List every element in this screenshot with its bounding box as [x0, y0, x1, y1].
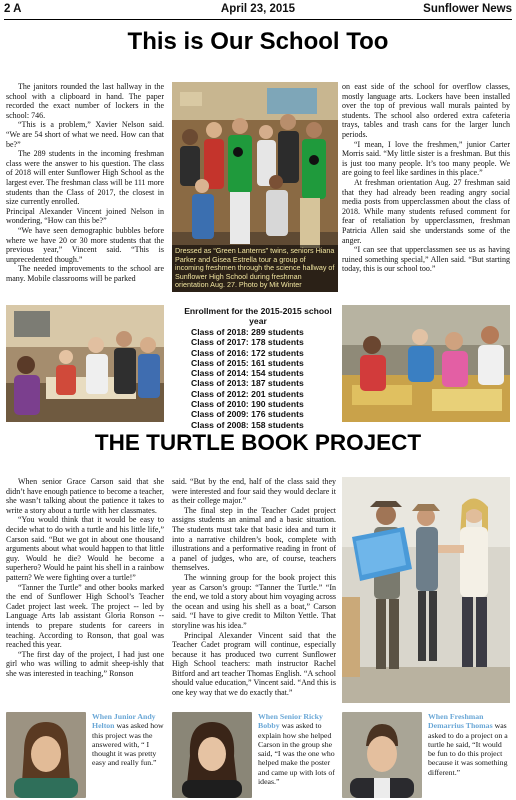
newspaper-name: Sunflower News [423, 3, 512, 15]
page-number: 2 A [4, 3, 22, 15]
paragraph: “You would think that it would be easy to decide what to do with a turtle and his little life,” Carson said. “But we got in about one thousand arguments about what would happen to that little guy. Would he die? Would he become a superhero? Would he paint his shell in a rainbow pattern? We were fighting over a turtle!” [6, 515, 164, 582]
enrollment-title: Enrollment for the 2015-2015 school year [184, 306, 332, 326]
paragraph: When senior Grace Carson said that she didn’t have enough patience to become a teacher, she wasn’t talking about the patience it takes to write a story about a turtle with her classmates. [6, 477, 164, 515]
paragraph: The needed improvements to the school are many. Mobile classrooms will be parked [6, 264, 164, 283]
enrollment-row: Class of 2017: 178 students [191, 337, 304, 348]
orientation-photo [172, 82, 338, 292]
story-headline: THE TURTLE BOOK PROJECT [94, 430, 422, 455]
quote-lead: When Freshman Demarrius Thomas [428, 712, 493, 731]
student-portrait-image [172, 712, 252, 798]
paragraph: “The first day of the project, I had just one girl who was willing to admit sheep-ishly that she was interested in teaching,” Ronson [6, 649, 164, 678]
student-portrait-image [342, 712, 422, 798]
enrollment-row: Class of 2015: 161 students [191, 357, 304, 368]
enrollment-row: Class of 2018: 289 students [191, 327, 304, 337]
student-quote [92, 712, 166, 768]
paragraph: said. “But by the end, half of the class said they were interested and four said they would declare it as their college major.” [172, 477, 336, 506]
quote-lead: When Senior Ricky Bobby [258, 712, 323, 731]
turtle-book-photo-image [342, 477, 510, 703]
quote-text: was asked to do a project on a turtle he said, “It would be fun to do this project because it was something different.” [428, 721, 508, 777]
student-quote [258, 712, 336, 786]
paragraph: “This is a problem,” Xavier Nelson said. “We are 54 short of what we need. How can that be?” [6, 120, 164, 149]
students-photo-right-image [342, 305, 510, 422]
story-column-right [342, 82, 510, 294]
paragraph: Principal Alexander Vincent said that the Teacher Cadet program will continue, especially because it has produced two current Sunflower High School teachers: math instructor Rachel Bitford and art teacher Thomas English. “A school should value education,” Vincent said. “And this is one key way that we do exactly that.” [172, 630, 336, 698]
enrollment-box [175, 306, 341, 430]
quote-text: was asked how this project was the answered with, “ I thought it was pretty easy and really fun.” [92, 721, 164, 768]
paragraph: on east side of the school for overflow classes, mostly language arts. Lockers have been installed over the top of previous wall murals painted by students. The school also ordered extra cafeteria trays, tables and trash cans for the larger lunch periods. [342, 82, 510, 139]
student-quote [428, 712, 510, 777]
paragraph: The janitors rounded the last hallway in the school with a clipboard in hand. The paper recorded the exact number of lockers in the school: 746. [6, 82, 164, 120]
student-portrait [342, 712, 422, 798]
students-photo-left [6, 305, 164, 422]
paragraph: “We have seen demographic bubbles before where we have 20 or 30 more students that the previous year,” Vincent said. “This is unprecedented though.” [6, 225, 164, 264]
paragraph: “I can see that upperclassmen see us as having ruined something special,” Allen said. “But starting today, this is our school too.” [342, 245, 510, 274]
quote-lead: When Junior Andy Helton [92, 712, 156, 731]
enrollment-row: Class of 2012: 201 students [191, 388, 304, 399]
enrollment-row: Class of 2014: 154 students [191, 368, 304, 379]
enrollment-row: Class of 2013: 187 students [191, 378, 304, 389]
paragraph: “I mean, I love the freshmen,” junior Carter Morris said. “My little sister is a freshman. But this is just too many people. It’s too many people. We are going to feel like sardines in this place.” [342, 139, 510, 178]
masthead [4, 2, 512, 20]
photo-caption: Dressed as “Green Lanterns” twins, seniors Hiana Parker and Gisea Estrella tour a group of incoming freshmen through the science hallway of Sunflower High School during freshman orientation Aug. 27. Photo by Mit Winter [172, 245, 338, 292]
student-portrait-image [6, 712, 86, 798]
students-photo-right [342, 305, 510, 422]
enrollment-list [175, 327, 341, 430]
paragraph: The final step in the Teacher Cadet project assigns students an animal and a basic situation. The students must take that basic idea and turn it into a narrative children’s book, complete with illustrations and a performative reading in front of a panel of judges, who are, of course, teachers themselves. [172, 505, 336, 573]
student-portrait [172, 712, 252, 798]
story-column-left [6, 82, 164, 290]
enrollment-row: Class of 2008: 158 students [191, 419, 304, 430]
paragraph: At freshman orientation Aug. 27 freshman said that they had already been reading angry social media posts from upperclassmen about the class of 2018. While many students refused comment for fear of retaliation by upperclassmen, freshman Patricia Allen said she understands some of the anger. [342, 177, 510, 245]
paragraph: “Tanner the Turtle” and other books marked the end of Sunflower High School’s Teacher Cadet project last week. The project -- led by Language Arts lab assistant Gloria Ronson -- intends to prepare students for careers in teaching. According to Ronson, that goal was reached this year. [6, 582, 164, 650]
student-portrait [6, 712, 86, 798]
story-column-left [6, 477, 164, 705]
turtle-book-photo [342, 477, 510, 703]
issue-date: April 23, 2015 [220, 3, 296, 15]
students-photo-left-image [6, 305, 164, 422]
quote-text: was asked to explain how she helped Carson in the group she said, “I was the one who helped make the poster and came up with lots of ideas.” [258, 721, 335, 787]
story-column-middle [172, 477, 336, 705]
paragraph: Principal Alexander Vincent joined Nelson in wondering, “How can this be?” [6, 206, 164, 226]
paragraph: The 289 students in the incoming freshman class were the answer to his question. The class of 2018 will enter Sunflower High School as the largest ever. The freshman class will be 111 more students than the Class of 2017, the closest in size currently enrolled. [6, 149, 164, 207]
story-headline: This is Our School Too [127, 28, 389, 55]
enrollment-row: Class of 2010: 190 students [191, 399, 304, 410]
paragraph: The winning group for the book project this year as Carson’s group: “Tanner the Turtle.” “In the end, we told a story about him voyaging across the ocean and using his shell as a boat,” Carson said. “I have to give credit to Milton Yettle. That storyline was his idea.” [172, 572, 336, 630]
enrollment-row: Class of 2016: 172 students [191, 347, 304, 358]
enrollment-row: Class of 2009: 176 students [191, 409, 304, 420]
